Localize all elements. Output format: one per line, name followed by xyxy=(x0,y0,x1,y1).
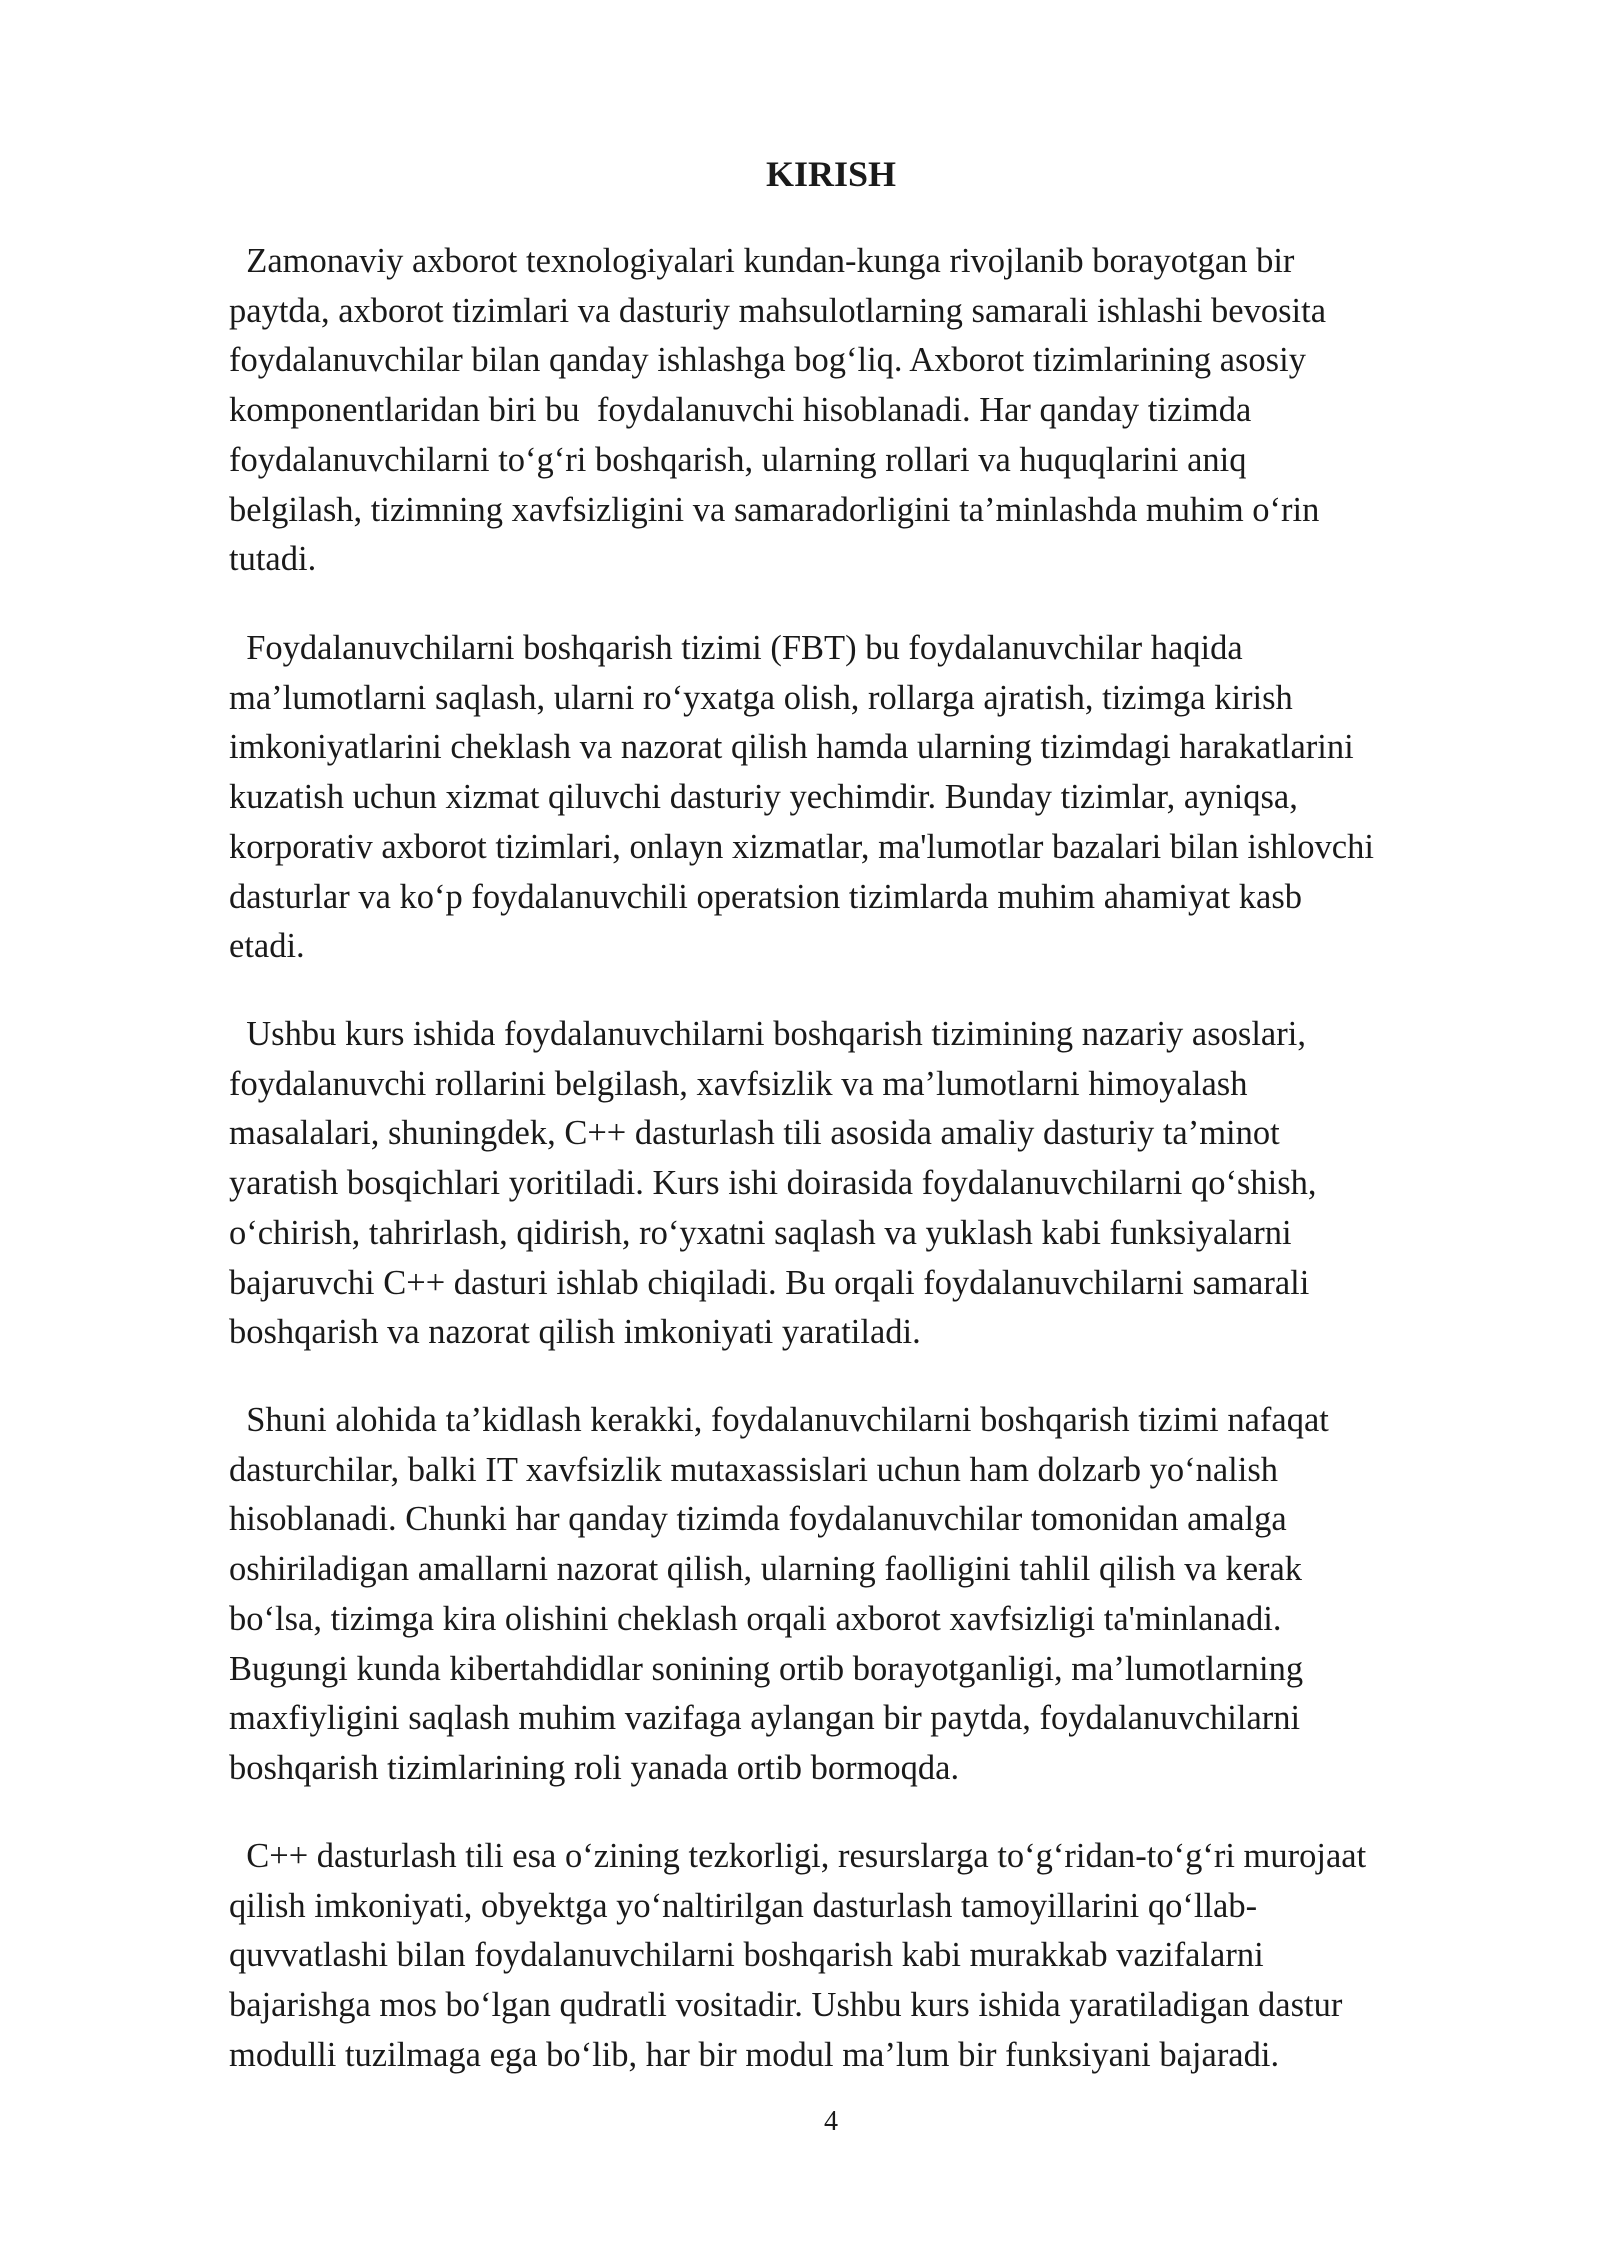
paragraph-2: Foydalanuvchilarni boshqarish tizimi (FBT) bu foydalanuvchilar haqida ma’lumotlarni saqlash, ularni ro‘yxatga olish, rollarga ajratish, tizimga kirish imkoniyatlarini cheklash va nazorat qilish hamda ularning tizimdagi harakatlarini kuzatish uchun xizmat qiluvchi dasturiy yechimdir. Bunday tizimlar, ayniqsa, korporativ axborot tizimlari, onlayn xizmatlar, ma'lumotlar bazalari bilan ishlovchi dasturlar va ko‘p foydalanuvchili operatsion tizimlarda muhim ahamiyat kasb etadi. xyxy=(229,629,1374,966)
paragraph-4: Shuni alohida ta’kidlash kerakki, foydalanuvchilarni boshqarish tizimi nafaqat dasturchilar, balki IT xavfsizlik mutaxassislari uchun ham dolzarb yo‘nalish hisoblanadi. Chunki har qanday tizimda foydalanuvchilar tomonidan amalga oshiriladigan amallarni nazorat qilish, ularning faolligini tahlil qilish va kerak bo‘lsa, tizimga kira olishini cheklash orqali axborot xavfsizligi ta'minlanadi. Bugungi kunda kibertahdidlar sonining ortib borayotganligi, ma’lumotlarning maxfiyligini saqlash muhim vazifaga aylangan bir paytda, foydalanuvchilarni boshqarish tizimlarining roli yanada ortib bormoqda. xyxy=(229,1401,1329,1787)
paragraph-5: C++ dasturlash tili esa o‘zining tezkorligi, resurslarga to‘g‘ridan-to‘g‘ri murojaat qilish imkoniyati, obyektga yo‘naltirilgan dasturlash tamoyillarini qo‘llab- quvvatlashi bilan foydalanuvchilarni boshqarish kabi murakkab vazifalarni bajarishga mos bo‘lgan qudratli vositadir. Ushbu kurs ishida yaratiladigan dastur modulli tuzilmaga ega bo‘lib, har bir modul ma’lum bir funksiyani bajaradi. xyxy=(229,1837,1367,2074)
paragraph-3: Ushbu kurs ishida foydalanuvchilarni boshqarish tizimining nazariy asoslari, foydalanuvchi rollarini belgilash, xavfsizlik va ma’lumotlarni himoyalash masalalari, shuningdek, C++ dasturlash tili asosida amaliy dasturiy ta’minot yaratish bosqichlari yoritiladi. Kurs ishi doirasida foydalanuvchilarni qo‘shish, o‘chirish, tahrirlash, qidirish, ro‘yxatni saqlash va yuklash kabi funksiyalarni bajaruvchi C++ dasturi ishlab chiqiladi. Bu orqali foydalanuvchilarni samarali boshqarish va nazorat qilish imkoniyati yaratiladi. xyxy=(229,1015,1317,1352)
page-number: 4 xyxy=(824,2106,838,2137)
paragraph-1: Zamonaviy axborot texnologiyalari kundan-kunga rivojlanib borayotgan bir paytda, axborot tizimlari va dasturiy mahsulotlarning samarali ishlashi bevosita foydalanuvchilar bilan qanday ishlashga bog‘liq. Axborot tizimlarining asosiy komponentlaridan biri bu foydalanuvchi hisoblanadi. Har qanday tizimda foydalanuvchilarni to‘g‘ri boshqarish, ularning rollari va huquqlarini aniq belgilash, tizimning xavfsizligini va samaradorligini ta’minlashda muhim o‘rin tutadi. xyxy=(229,242,1327,579)
page-title: KIRISH xyxy=(765,154,897,194)
